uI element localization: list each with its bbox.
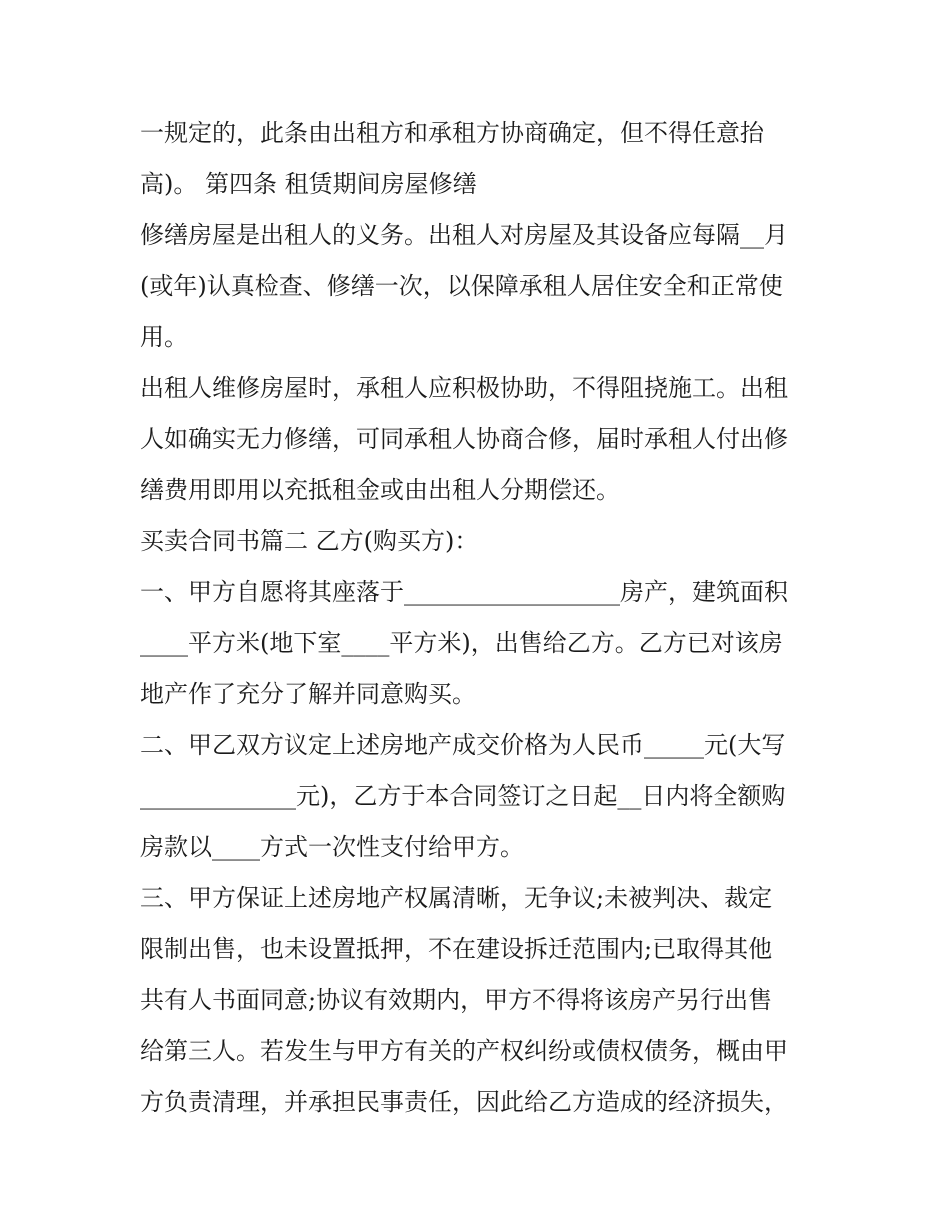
text-line: 缮费用即用以充抵租金或由出租人分期偿还。: [140, 476, 620, 504]
text-line: 二、甲乙双方议定上述房地产成交价格为人民币_____元(大写: [140, 731, 786, 759]
text-line: 买卖合同书篇二 乙方(购买方)：: [140, 527, 479, 555]
text-line: 共有人书面同意;协议有效期内，甲方不得将该房产另行出售: [140, 986, 773, 1014]
text-line: 人如确实无力修缮，可同承租人协商合修，届时承租人付出修: [140, 425, 788, 453]
text-line: 房款以____方式一次性支付给甲方。: [140, 833, 524, 861]
paragraph-repair-cooperation: [140, 363, 820, 516]
document-body: [140, 108, 820, 1128]
text-line: 修缮房屋是出租人的义务。出租人对房屋及其设备应每隔__月: [140, 221, 788, 249]
text-line: 一、甲方自愿将其座落于__________________房产，建筑面积: [140, 578, 788, 606]
text-line: 给第三人。若发生与甲方有关的产权纠纷或债权债务，概由甲: [140, 1037, 788, 1065]
section-heading: [140, 516, 820, 567]
paragraph-clause-end: [140, 108, 820, 210]
paragraph-repair-duty: [140, 210, 820, 363]
paragraph-clause-one: [140, 567, 820, 720]
text-line: ____平方米(地下室____平方米)，出售给乙方。乙方已对该房: [140, 629, 783, 657]
paragraph-clause-three: [140, 873, 820, 1128]
text-line: 出租人维修房屋时，承租人应积极协助，不得阻挠施工。出租: [140, 374, 788, 402]
text-line: 限制出售，也未设置抵押，不在建设拆迁范围内;已取得其他: [140, 935, 773, 963]
text-line: (或年)认真检查、修缮一次，以保障承租人居住安全和正常使: [140, 272, 783, 300]
text-line: 高)。 第四条 租赁期间房屋修缮: [140, 170, 477, 198]
text-line: 三、甲方保证上述房地产权属清晰，无争议;未被判决、裁定: [140, 884, 773, 912]
text-line: _____________元)，乙方于本合同签订之日起__日内将全额购: [140, 782, 786, 810]
text-line: 用。: [140, 323, 188, 351]
text-line: 地产作了充分了解并同意购买。: [140, 680, 476, 708]
text-line: 一规定的，此条由出租方和承租方协商确定，但不得任意抬: [140, 119, 764, 147]
text-line: 方负责清理，并承担民事责任，因此给乙方造成的经济损失，: [140, 1088, 788, 1116]
paragraph-clause-two: [140, 720, 820, 873]
